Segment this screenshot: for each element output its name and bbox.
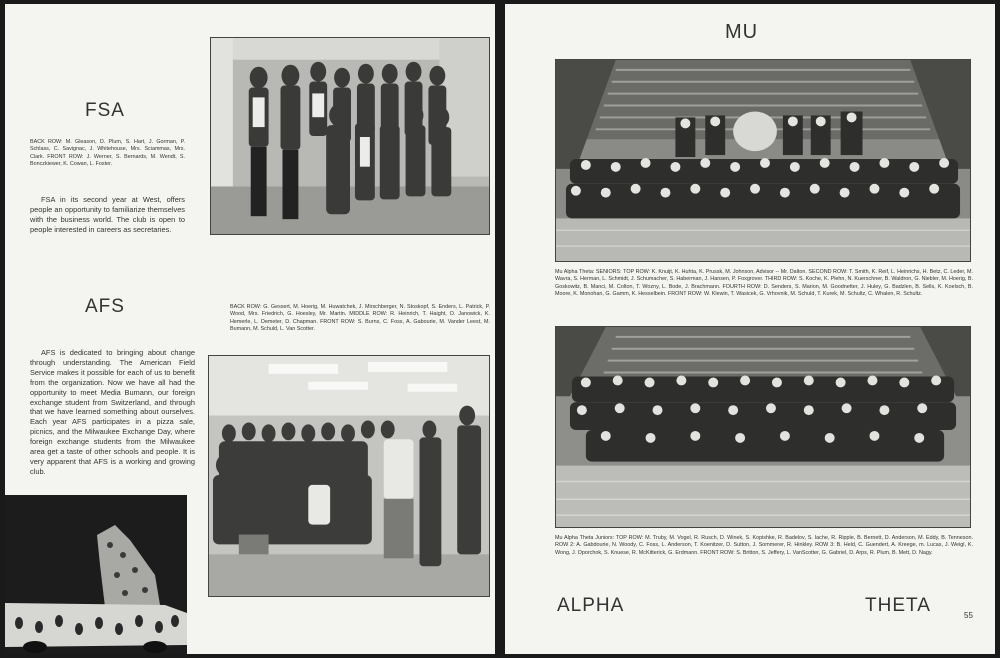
fsa-description (30, 195, 185, 235)
page-number: 55 (964, 611, 973, 620)
afs-description (30, 348, 195, 477)
afs-parade-photo (5, 495, 187, 654)
alpha-heading: ALPHA (557, 595, 625, 616)
juniors-caption: Mu Alpha Theta Juniors: TOP ROW: M. Truby, M. Vogel, R. Rusch, D. Winek, S. Kopishke, R. Badelov, S. Iache, R. Ripple, B. Bernett, D. Anderson, M. Eddy, B. Tenneson. ROW 2: A. Gabdourie, N. Woody, C. Foss, L. Anderson, T. Koenitzer, D. Sutton, J. Sommerer, R. Hinkley. ROW 3: B. Held, C. Guendert, A. Kreege, m. Lucas, J. Weigl, K. Wong, J. Oporchok, S. Knuese, R. McKitterick, G. Erdmann. FRONT ROW: S. Britton, S. Jeffery, L. VanScotter, G. Gabriel, D. Arps, R. Plum, B. Mett, D. Nagy. (555, 535, 973, 556)
fsa-heading: FSA (85, 100, 125, 121)
afs-group-photo (208, 355, 490, 597)
fsa-description-text: FSA in its second year at West, offers people an opportunity to familiarize themselves with the business world. The club is open to people interested in careers as secretaries. (30, 195, 185, 234)
left-page (5, 4, 495, 654)
theta-heading: THETA (865, 595, 931, 616)
fsa-caption: BACK ROW: M. Gleason, D. Plum, S. Hart, J. Gorman, P. Schlass, C. Savignac, J. Whitehouse, Mrs. Sciammas, Mrs. Clark. FRONT ROW: J. Werner, S. Bernards, M. Wendt, S. Bonczkiewer, K. Cowan, L. Foster. (30, 139, 185, 167)
afs-caption: BACK ROW: G. Gessert, M. Hoerig, M. Huwatchek, J. Mirschberger, N. Stoskopf, S. Enders, L. Patrick, P. Wood, Mrs. Friedrich, G. Hoesley, Mr. Martin. MIDDLE ROW: R. Heinrich, T. Haight, O. Janowick, K. Hemerle, L. Demeter, D. Chapman. FRONT ROW: S. Burns, C. Foss, A. Gabourie, M. Vander Leest, M. Bumann, M. Schuld, L. Van Scotter. (230, 304, 490, 332)
afs-heading: AFS (85, 296, 125, 317)
right-page (505, 4, 995, 654)
afs-description-text: AFS is dedicated to bringing about change through understanding. The American Field Service makes it possible for each of us to benefit from the organization. Now we have all had the opportunity to meet Media Bumann, our foreign exchange student from Switzerland, and through that we have learned something about ourselves. Each year AFS participates in a pizza sale, picnics, and the Milwaukee Exchange Day, where foreign exchange students from the Milwaukee area get a taste of other schools and people. It is very apparent that AFS is a working and growing club. (30, 348, 195, 476)
juniors-group-photo (555, 326, 971, 528)
seniors-caption: Mu Alpha Theta: SENIORS: TOP ROW: K. Knuijt, K. Huhta, K. Prussk, M. Johnson, Advisor -- Mr. Dalton. SECOND ROW: T. Smith, K. Reif, L. Heinrichs, H. Betz, C. Leder, M. Wavra, S. Herman, L. Schmidt, J. Schumacher, S. Haberman, J. Hansen, P. Foxgrover. THIRD ROW: S. Koche, K. Plehn, N. Kuerschner, B. Waldron, G. Niebler, M. Hoerig, B. Goskowitz, B. Manci, M. Colton, T. Wozny, L. Bode, J. Brachmann. FOURTH ROW: D. Senders, S. Marion, M. Goodnetter, J. Huley, G. Badzlen, B. Sells, K. Koelsch, B. Moore, K. Monohan, G. Gamm, K. Hesselbein. FRONT ROW: W. Klewin, T. Wasicek, G. Vrhovnik, M. Schuld, T. Kurek, M. Schultz, C. Whalen, R. Schultz. (555, 269, 973, 297)
fsa-group-photo (210, 37, 490, 235)
seniors-group-photo (555, 59, 971, 262)
mu-heading: MU (725, 21, 759, 43)
